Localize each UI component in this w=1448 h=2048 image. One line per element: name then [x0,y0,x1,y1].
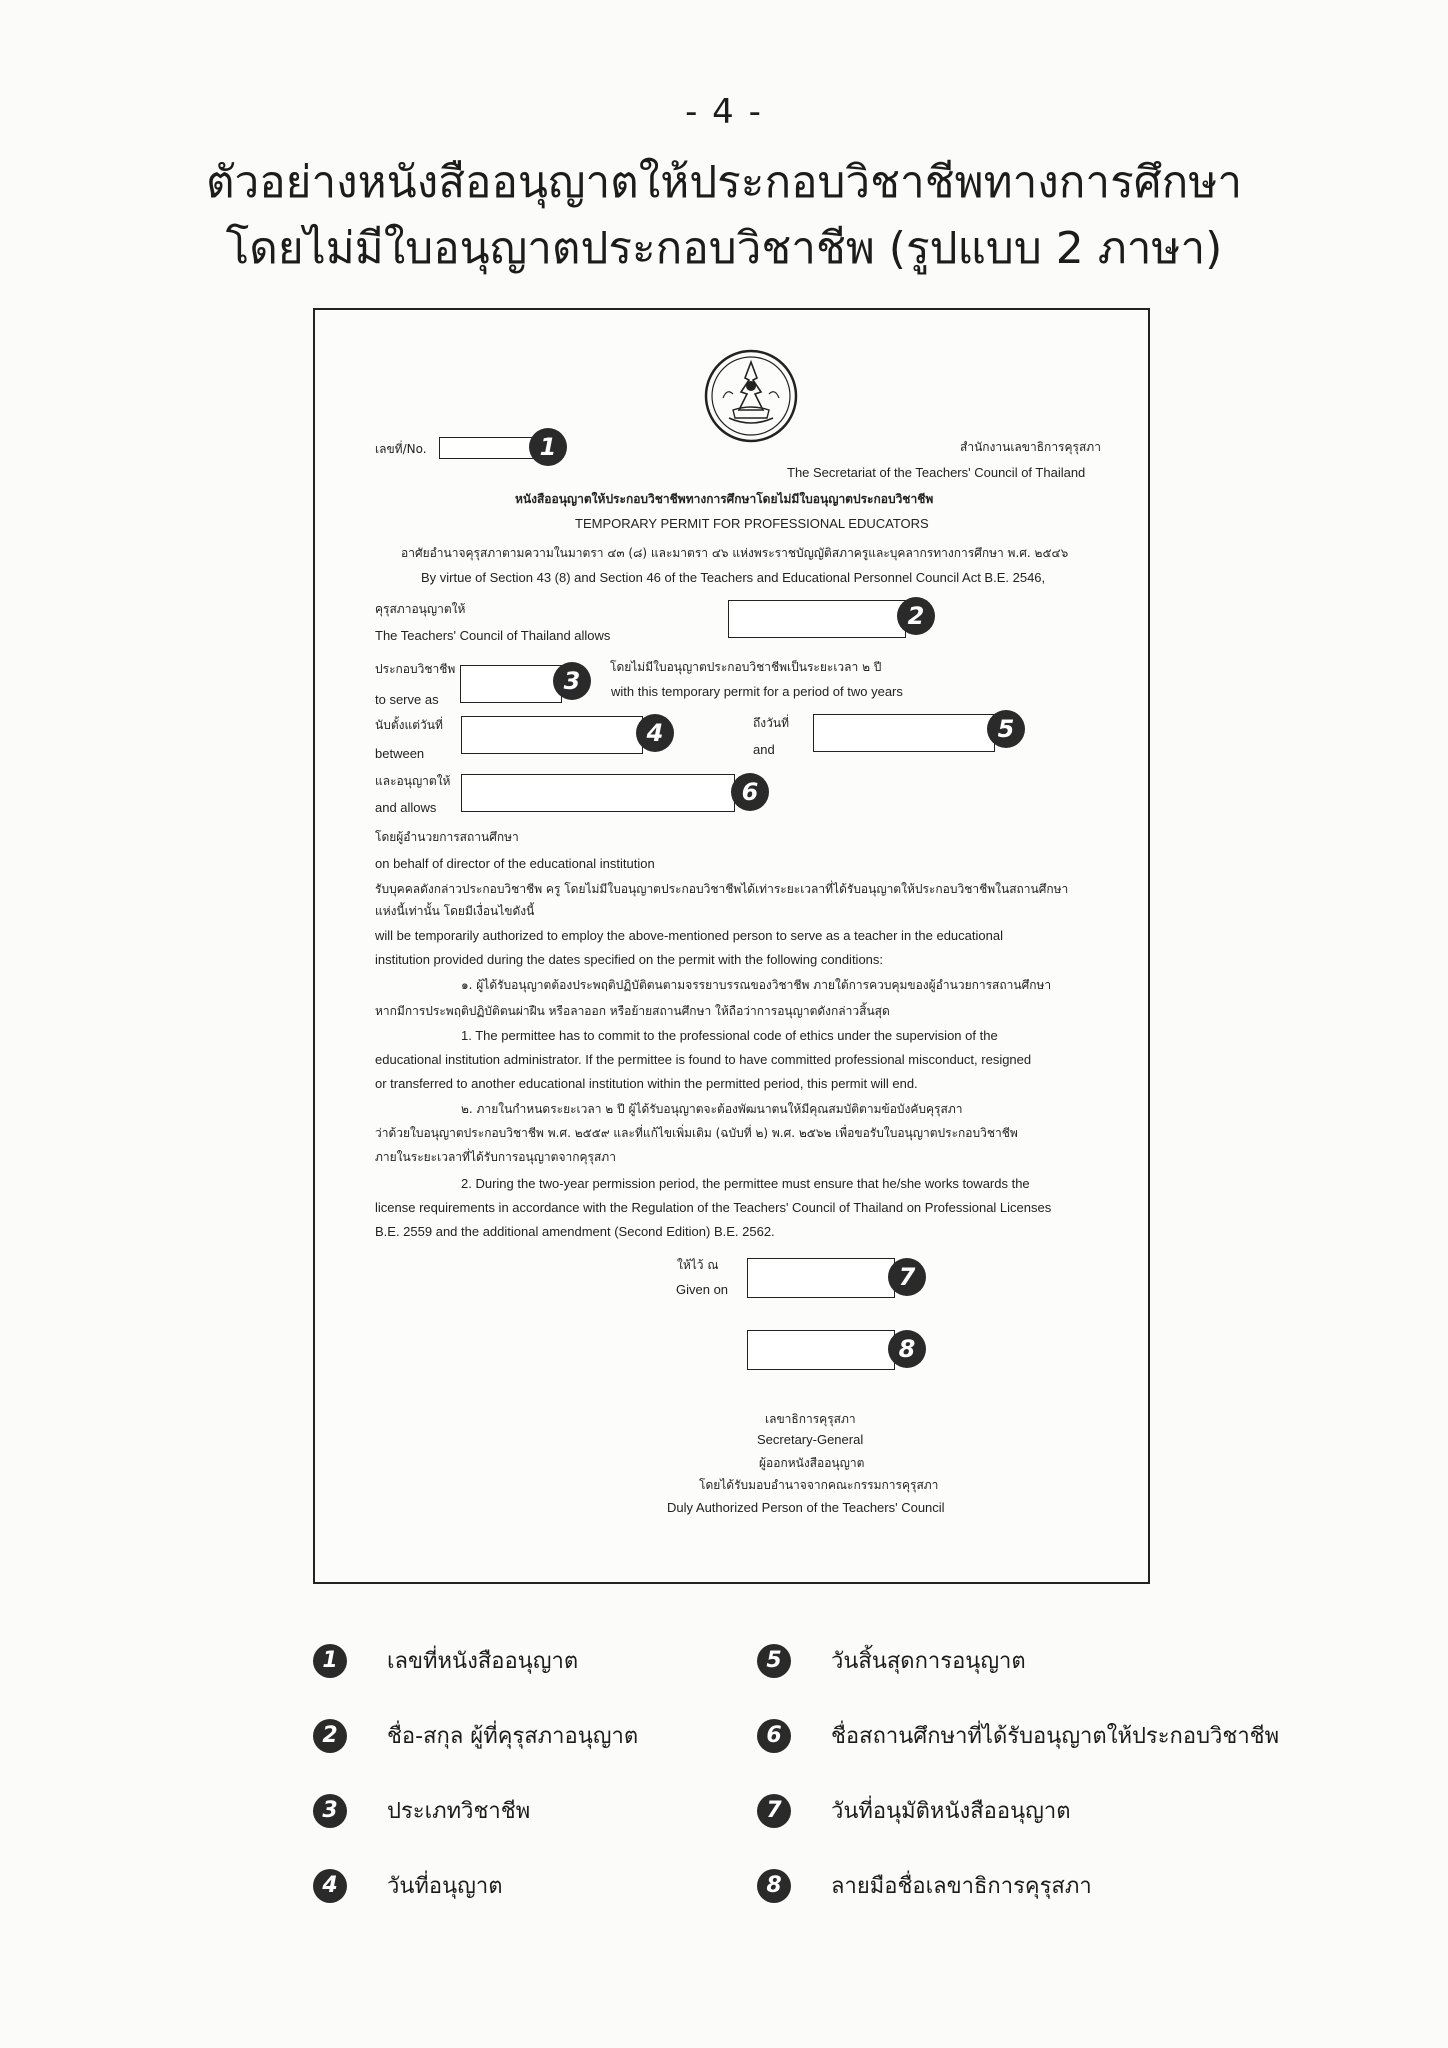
permit-no-label: เลขที่/No. [375,442,427,456]
condition-2-english-1: 2. During the two-year permission period, the permittee must ensure that he/she works towards the [461,1176,1030,1191]
badge-8: 8 [888,1330,926,1368]
permit-heading-thai: หนังสืออนุญาตให้ประกอบวิชาชีพทางการศึกษาโดยไม่มีใบอนุญาตประกอบวิชาชีพ [515,492,934,506]
issuer-label-thai: ผู้ออกหนังสืออนุญาต [759,1456,865,1470]
page-title [0,150,1448,282]
period-text-english: with this temporary permit for a period of two years [611,684,903,699]
legend-item-5 [757,1643,1026,1678]
period-text-thai: โดยไม่มีใบอนุญาตประกอบวิชาชีพเป็นระยะเวลา ๒ ปี [610,660,882,674]
from-date-label-english: between [375,746,425,761]
office-name-thai: สำนักงานเลขาธิการคุรุสภา [960,440,1101,454]
legend-text: วันสิ้นสุดการอนุญาต [831,1649,1026,1674]
legend-text: ลายมือชื่อเลขาธิการคุรุสภา [831,1874,1092,1899]
legend-item-6 [757,1718,1279,1753]
legend-badge: 6 [757,1719,791,1753]
serve-label-english: to serve as [375,692,439,707]
badge-6: 6 [731,773,769,811]
serve-label-thai: ประกอบวิชาชีพ [375,662,456,676]
condition-2-english-3: B.E. 2559 and the additional amendment (Second Edition) B.E. 2562. [375,1224,775,1239]
and-allows-label-thai: และอนุญาตให้ [375,774,451,788]
legend-text: ชื่อสถานศึกษาที่ได้รับอนุญาตให้ประกอบวิชาชีพ [831,1724,1280,1749]
condition-2-thai-1: ๒. ภายในกำหนดระยะเวลา ๒ ปี ผู้ได้รับอนุญาตจะต้องพัฒนาตนให้มีคุณสมบัติตามข้อบังคับคุรุสภา [461,1102,963,1116]
director-label-thai: โดยผู้อำนวยการสถานศึกษา [375,830,519,844]
legend-text: ประเภทวิชาชีพ [387,1799,531,1824]
legend-item-4 [313,1868,503,1903]
and-allows-label-english: and allows [375,800,437,815]
employ-text-english-1: will be temporarily authorized to employ the above-mentioned person to serve as a teacher in the educational [375,928,1003,943]
condition-1-english-1: 1. The permittee has to commit to the professional code of ethics under the supervision of the [461,1028,998,1043]
to-date-label-thai: ถึงวันที่ [753,716,789,730]
signatory-title-english: Secretary-General [757,1432,864,1447]
virtue-text-english: By virtue of Section 43 (8) and Section 46 of the Teachers and Educational Personnel Council Act B.E. 2546, [421,570,1046,585]
employ-text-english-2: institution provided during the dates specified on the permit with the following conditions: [375,952,884,967]
legend-badge: 5 [757,1644,791,1678]
badge-2: 2 [897,597,935,635]
given-label-english: Given on [676,1282,729,1297]
council-seal-icon [703,348,799,444]
profession-type-field [460,665,562,703]
institution-name-field [461,774,735,812]
legend-item-3 [313,1793,530,1828]
legend-badge: 7 [757,1794,791,1828]
employ-text-thai-2: แห่งนี้เท่านั้น โดยมีเงื่อนไขดังนี้ [375,904,535,918]
permit-heading-english: TEMPORARY PERMIT FOR PROFESSIONAL EDUCATORS [575,516,929,531]
page-number: - 4 - [685,92,763,132]
legend-badge: 8 [757,1869,791,1903]
permittee-name-field [728,600,906,638]
to-date-label-english: and [753,742,775,757]
legend-badge: 2 [313,1719,347,1753]
badge-1: 1 [529,428,567,466]
office-name-english: The Secretariat of the Teachers' Council of Thailand [787,465,1086,480]
authorized-by-english: Duly Authorized Person of the Teachers' Council [667,1500,945,1515]
legend-item-1 [313,1643,578,1678]
director-label-english: on behalf of director of the educational institution [375,856,655,871]
condition-1-english-2: educational institution administrator. If the permittee is found to have committed professional misconduct, resigned [375,1052,1032,1067]
approval-date-field [747,1258,895,1298]
legend-item-8 [757,1868,1092,1903]
badge-4: 4 [636,714,674,752]
permit-no-field [439,437,541,459]
signature-field [747,1330,895,1370]
badge-3: 3 [553,662,591,700]
employ-text-thai-1: รับบุคคลดังกล่าวประกอบวิชาชีพ ครู โดยไม่มีใบอนุญาตประกอบวิชาชีพได้เท่าระยะเวลาที่ได้รับอนุญาตให้ประกอบวิชาชีพในสถานศึกษา [375,882,1069,896]
legend-text: เลขที่หนังสืออนุญาต [387,1649,579,1674]
condition-1-thai-1: ๑. ผู้ได้รับอนุญาตต้องประพฤติปฏิบัติตนตามจรรยาบรรณของวิชาชีพ ภายใต้การควบคุมของผู้อำนวยการสถานศึกษา [461,978,1052,992]
allows-label-thai: คุรุสภาอนุญาตให้ [375,602,466,616]
legend-badge: 4 [313,1869,347,1903]
from-date-label-thai: นับตั้งแต่วันที่ [375,718,443,732]
allows-label-english: The Teachers' Council of Thailand allows [375,628,611,643]
condition-1-thai-2: หากมีการประพฤติปฏิบัติตนผ่าฝืน หรือลาออก หรือย้ายสถานศึกษา ให้ถือว่าการอนุญาตดังกล่าวสิ้นสุด [375,1004,890,1018]
condition-2-thai-3: ภายในระยะเวลาที่ได้รับการอนุญาตจากคุรุสภา [375,1150,616,1164]
legend-badge: 1 [313,1644,347,1678]
authorized-by-thai: โดยได้รับมอบอำนาจจากคณะกรรมการคุรุสภา [699,1478,939,1492]
legend-badge: 3 [313,1794,347,1828]
condition-2-thai-2: ว่าด้วยใบอนุญาตประกอบวิชาชีพ พ.ศ. ๒๕๕๙ และที่แก้ไขเพิ่มเติม (ฉบับที่ ๒) พ.ศ. ๒๕๖๒ เพื่อขอรับใบอนุญาตประกอบวิชาชีพ [375,1126,1018,1140]
badge-7: 7 [888,1258,926,1296]
permit-sample [313,308,1150,1584]
badge-5: 5 [987,710,1025,748]
condition-1-english-3: or transferred to another educational institution within the permitted period, this permit will end. [375,1076,918,1091]
legend-text: วันที่อนุญาต [387,1874,503,1899]
virtue-text-thai: อาศัยอำนาจคุรุสภาตามความในมาตรา ๔๓ (๘) และมาตรา ๔๖ แห่งพระราชบัญญัติสภาครูและบุคลากรทางการศึกษา พ.ศ. ๒๕๔๖ [401,546,1069,560]
legend-text: วันที่อนุมัติหนังสืออนุญาต [831,1799,1071,1824]
page-title-line-2: โดยไม่มีใบอนุญาตประกอบวิชาชีพ (รูปแบบ 2 ภาษา) [225,223,1223,274]
signatory-title-thai: เลขาธิการคุรุสภา [765,1412,856,1426]
given-label-thai: ให้ไว้ ณ [677,1258,719,1272]
end-date-field [813,714,995,752]
condition-2-english-2: license requirements in accordance with the Regulation of the Teachers' Council of Thailand on Professional Licenses [375,1200,1052,1215]
start-date-field [461,716,643,754]
legend-text: ชื่อ-สกุล ผู้ที่คุรุสภาอนุญาต [387,1724,639,1749]
legend-item-7 [757,1793,1071,1828]
legend-item-2 [313,1718,638,1753]
page-title-line-1: ตัวอย่างหนังสืออนุญาตให้ประกอบวิชาชีพทางการศึกษา [205,157,1243,208]
